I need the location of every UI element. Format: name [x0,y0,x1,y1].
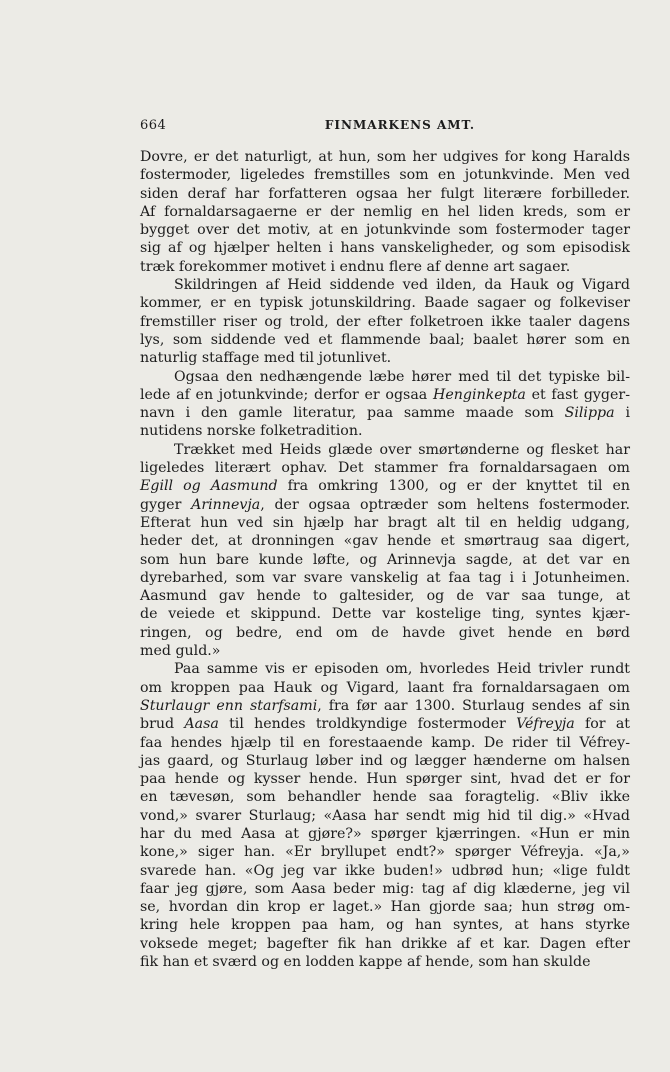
text-run: bygget over det motiv, at en jotunkvinde som fostermoder tager [140,222,630,239]
text-line [140,349,630,367]
text-line [140,752,630,770]
text-line [140,770,630,788]
text-line [140,514,630,532]
text-run: brud [140,716,185,733]
text-run: fremstiller riser og trold, der efter folketroen ikke taaler dagens [140,313,630,330]
paragraph [140,441,630,661]
text-run: træk forekommer motivet i endnu flere af denne art sagaer. [140,258,571,275]
text-run: lede af en jotunkvinde; derfor er ogsaa [140,386,433,403]
text-run: vond,» svarer Sturlaug; «Aasa har sendt mig hid til dig.» «Hvad [140,807,630,824]
text-line [140,203,630,221]
text-line [140,258,630,276]
text-run: med guld.» [140,643,221,660]
text-run: , der ogsaa optræder som heltens fostermoder. [260,496,630,513]
text-line [140,715,630,733]
text-run: paa hende og kysser hende. Hun spørger sint, hvad det er for [140,771,630,788]
text-run: , fra før aar 1300. Sturlaug sendes af sin [317,697,630,714]
text-run: kring hele kroppen paa ham, og han syntes, at hans styrke [140,917,630,934]
text-run: Paa samme vis er episoden om, hvorledes Heid trivler rundt [174,661,630,678]
text-line [140,898,630,916]
text-line [140,148,630,166]
text-run: Trækket med Heids glæde over smørtønderne og flesket har [174,441,630,458]
page-number: 664 [140,118,167,133]
text-line [140,697,630,715]
text-line [140,679,630,697]
text-line [140,825,630,843]
text-run: Skildringen af Heid siddende ved ilden, da Hauk og Vigard [174,277,630,294]
text-run: jas gaard, og Sturlaug løber ind og lægger hænderne om halsen [140,752,630,769]
text-run: gyger [140,496,192,513]
text-run: se, hvordan din krop er laget.» Han gjorde saa; hun strøg om- [140,899,630,916]
text-run: om kroppen paa Hauk og Vigard, laant fra fornaldarsagaen om [140,679,630,696]
italic-title: Véfreyja [516,716,575,733]
text-run: i [614,405,630,422]
text-line [140,551,630,569]
text-run: sig af og hjælper helten i hans vanskeligheder, og som episodisk [140,240,630,257]
paragraph [140,368,630,441]
text-run: for at [574,716,630,733]
text-run: Af fornaldarsagaerne er der nemlig en hel liden kreds, som er [140,203,630,220]
text-line [140,532,630,550]
text-run: navn i den gamle literatur, paa samme maade som [140,405,565,422]
text-line [140,587,630,605]
text-line [140,477,630,495]
text-run: ringen, og bedre, end om de havde givet hende en børd [140,624,630,641]
text-run: dyrebarhed, som var svare vanskelig at faa tag i i Jotunheimen. [140,569,630,586]
text-run: lys, som siddende ved et flammende baal; baalet hører som en [140,331,630,348]
text-line [140,422,630,440]
italic-title: Henginkepta [432,386,526,403]
running-title: FINMARKENS AMT. [324,118,476,132]
text-run: til hendes troldkyndige fostermoder [218,716,517,733]
text-line [140,569,630,587]
text-run: Dovre, er det naturligt, at hun, som her udgives for kong Haralds [140,149,630,165]
text-run: har du med Aasa at gjøre?» spørger kjærringen. «Hun er min [140,825,630,842]
text-line [140,404,630,422]
text-run: fra omkring 1300, og er der knyttet til en [277,478,630,495]
text-run: ligeledes literært ophav. Det stammer fra fornaldarsagaen om [140,460,630,477]
text-run: Efterat hun ved sin hjælp har bragt alt til en heldig udgang, [140,514,630,531]
text-run: fostermoder, ligeledes fremstilles som en jotunkvinde. Men ved [140,167,630,184]
text-line [140,624,630,642]
text-line [140,441,630,459]
text-line [140,916,630,934]
text-run: som hun bare kunde løfte, og Arinnevja sagde, at det var en [140,551,630,568]
paragraph [140,276,630,367]
text-line [140,642,630,660]
text-run: fik han et sværd og en lodden kappe af hende, som han skulde [140,954,591,971]
text-line [140,843,630,861]
text-line [140,788,630,806]
italic-title: Sturlaugr enn starfsami [140,697,318,714]
text-run: naturlig staffage med til jotunlivet. [140,350,392,367]
text-line [140,166,630,184]
text-line [140,862,630,880]
body-text [140,148,630,971]
text-line [140,496,630,514]
paragraph [140,148,630,276]
italic-title: Egill og Aasmund [140,478,278,495]
text-run: faar jeg gjøre, som Aasa beder mig: tag af dig klæderne, jeg vil [140,880,630,897]
text-line [140,880,630,898]
text-run: de veiede et skippund. Dette var kostelige ting, syntes kjær- [140,606,630,623]
text-line [140,386,630,404]
text-run: voksede meget; bagefter fik han drikke af et kar. Dagen efter [140,935,630,952]
text-run: heder det, at dronningen «gav hende et smørtraug saa digert, [140,533,630,550]
text-run: Aasmund gav hende to galtesider, og de var saa tunge, at [140,588,630,605]
text-line [140,185,630,203]
text-line [140,276,630,294]
text-line [140,368,630,386]
text-line [140,221,630,239]
text-line [140,660,630,678]
italic-title: Silippa [564,405,615,422]
text-line [140,807,630,825]
italic-title: Arinnevja [191,496,261,513]
text-run: nutidens norske folketradition. [140,423,363,440]
text-line [140,953,630,971]
text-run: faa hendes hjælp til en forestaaende kamp. De rider til Véfrey- [140,734,630,751]
text-run: en tævesøn, som behandler hende saa foragtelig. «Bliv ikke [140,789,630,806]
text-line [140,313,630,331]
text-run: Ogsaa den nedhængende læbe hører med til det typiske bil- [174,368,630,385]
text-line [140,605,630,623]
text-run: kommer, er en typisk jotunskildring. Baade sagaer og folkeviser [140,295,630,312]
page-header [140,118,630,138]
text-line [140,239,630,257]
text-run: svarede han. «Og jeg var ikke buden!» udbrød hun; «lige fuldt [140,862,630,879]
text-line [140,459,630,477]
text-line [140,935,630,953]
text-line [140,294,630,312]
italic-title: Aasa [184,716,219,733]
text-run: siden deraf har forfatteren ogsaa her fulgt literære forbilleder. [140,185,630,202]
text-line [140,734,630,752]
paragraph [140,660,630,971]
text-run: kone,» siger han. «Er bryllupet endt?» spørger Véfreyja. «Ja,» [140,844,630,861]
text-line [140,331,630,349]
text-run: et fast gyger- [525,386,630,403]
